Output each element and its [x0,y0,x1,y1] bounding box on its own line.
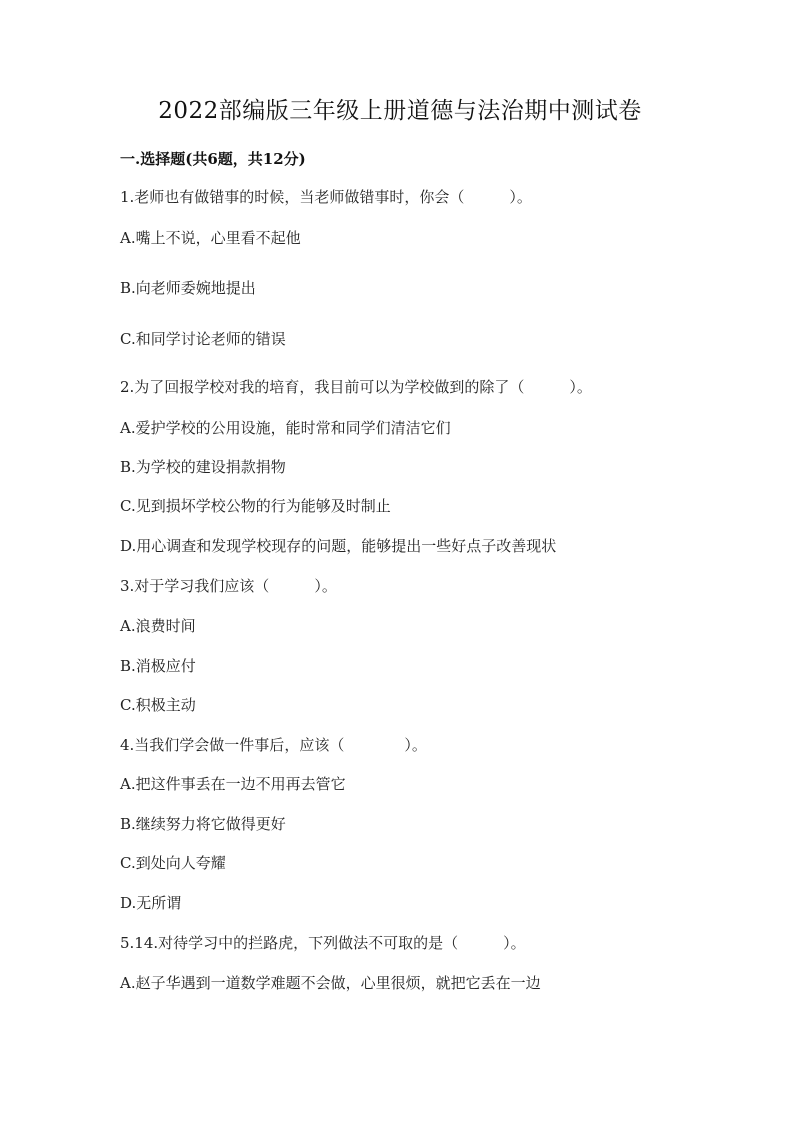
question-stem: 1.老师也有做错事的时候，当老师做错事时，你会（ ）。 [120,188,532,206]
answer-option: C.见到损坏学校公物的行为能够及时制止 [120,497,391,515]
answer-option: D.无所谓 [120,894,182,912]
answer-option: A.爱护学校的公用设施，能时常和同学们清洁它们 [120,419,451,437]
answer-option: A.嘴上不说，心里看不起他 [120,229,301,247]
question-stem: 5.14.对待学习中的拦路虎，下列做法不可取的是（ ）。 [120,934,526,952]
page-title: 2022部编版三年级上册道德与法治期中测试卷 [158,98,642,124]
answer-option: B.为学校的建设捐款捐物 [120,458,286,476]
answer-option: D.用心调查和发现学校现存的问题，能够提出一些好点子改善现状 [120,537,557,555]
answer-option: A.浪费时间 [120,617,196,635]
answer-option: B.继续努力将它做得更好 [120,815,286,833]
answer-option: A.把这件事丢在一边不用再去管它 [120,775,346,793]
answer-option: C.和同学讨论老师的错误 [120,330,286,348]
answer-option: B.消极应付 [120,657,196,675]
answer-option: A.赵子华遇到一道数学难题不会做，心里很烦，就把它丢在一边 [120,974,541,992]
section-heading: 一.选择题(共6题，共12分) [120,150,306,168]
answer-option: C.积极主动 [120,696,196,714]
answer-option: B.向老师委婉地提出 [120,279,256,297]
answer-option: C.到处向人夸耀 [120,854,226,872]
question-stem: 4.当我们学会做一件事后，应该（ ）。 [120,736,427,754]
question-stem: 3.对于学习我们应该（ ）。 [120,577,337,595]
question-stem: 2.为了回报学校对我的培育，我目前可以为学校做到的除了（ ）。 [120,378,592,396]
